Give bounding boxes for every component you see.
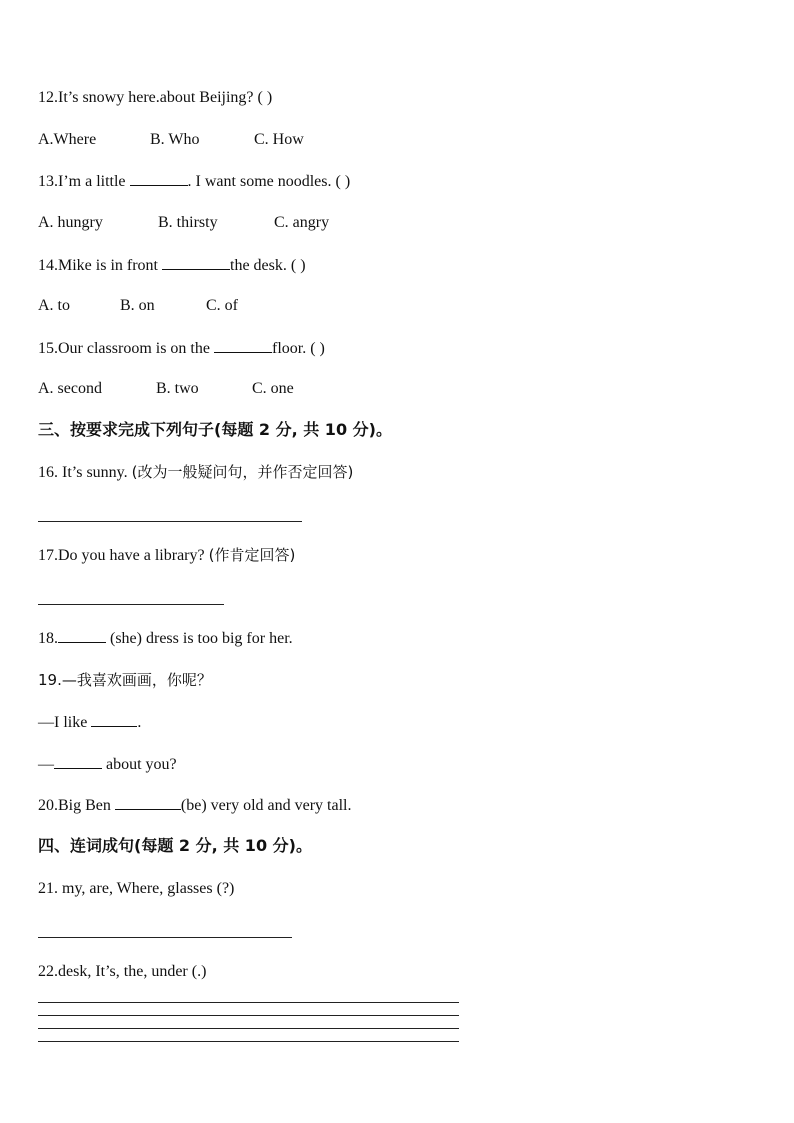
question-20-pre: 20.Big Ben [38, 797, 111, 814]
question-12-options [38, 130, 304, 150]
question-14 [38, 255, 306, 276]
option-c[interactable]: C. angry [274, 214, 330, 231]
option-b[interactable]: B. two [156, 380, 199, 397]
fill-blank[interactable] [54, 754, 102, 769]
fill-blank[interactable] [58, 628, 106, 643]
answer-line-22b[interactable] [38, 1015, 459, 1016]
option-b[interactable]: B. on [120, 297, 155, 314]
answer-paren: ( ) [335, 173, 351, 190]
question-12 [38, 88, 272, 108]
option-c[interactable]: C. How [254, 131, 304, 148]
answer-paren: ( ) [290, 257, 306, 274]
section-4-title: 四、连词成句(每题 2 分, 共 10 分)。 [38, 836, 312, 855]
question-15-stem-pre: 15.Our classroom is on the [38, 340, 210, 357]
section-3-title: 三、按要求完成下列句子(每题 2 分, 共 10 分)。 [38, 420, 392, 439]
option-a[interactable]: A.Where [38, 131, 97, 148]
fill-blank[interactable] [162, 255, 230, 270]
option-c[interactable]: C. of [206, 297, 238, 314]
fill-blank[interactable] [214, 338, 272, 353]
dialogue-line-1-pre: —I like [38, 714, 88, 731]
question-21: 21. my, are, Where, glasses (?) [38, 880, 235, 897]
question-15-options [38, 379, 294, 399]
question-12-stem: 12.It’s snowy here.about Beijing? [38, 89, 254, 106]
fill-blank[interactable] [115, 795, 181, 810]
fill-blank[interactable] [91, 712, 137, 727]
option-a[interactable]: A. to [38, 297, 70, 314]
question-16 [38, 462, 353, 483]
question-13-stem-post: . I want some noodles. [187, 173, 332, 190]
option-a[interactable]: A. hungry [38, 214, 103, 231]
answer-line-22a[interactable] [38, 1002, 459, 1003]
question-19-text: 19.—我喜欢画画，你呢？ [38, 671, 212, 689]
answer-paren: ( ) [257, 89, 273, 106]
question-14-stem-pre: 14.Mike is in front [38, 257, 158, 274]
question-22: 22.desk, It’s, the, under (.) [38, 963, 207, 980]
question-17-instruction: (作肯定回答) [208, 546, 296, 564]
question-18-sentence: (she) dress is too big for her. [110, 630, 293, 647]
question-19-stem [38, 670, 212, 691]
question-18-number: 18. [38, 630, 58, 647]
question-16-instruction: (改为一般疑问句，并作否定回答) [131, 463, 354, 481]
question-19-line-1 [38, 712, 141, 733]
option-a[interactable]: A. second [38, 380, 102, 397]
answer-line-17[interactable] [38, 604, 224, 605]
answer-line-21[interactable] [38, 937, 292, 938]
question-14-options [38, 296, 238, 316]
question-15-stem-post: floor. [271, 340, 307, 357]
question-14-stem-post: the desk. [230, 257, 287, 274]
question-20-post: (be) very old and very tall. [180, 797, 352, 814]
answer-line-22d[interactable] [38, 1041, 459, 1042]
dialogue-line-2-pre: — [38, 756, 54, 773]
answer-paren: ( ) [310, 340, 325, 357]
question-18 [38, 628, 293, 649]
option-b[interactable]: B. Who [150, 131, 200, 148]
question-17-sentence: 17.Do you have a library? [38, 547, 205, 564]
dialogue-line-2-post: about you? [106, 756, 177, 773]
answer-line-22c[interactable] [38, 1028, 459, 1029]
option-c[interactable]: C. one [252, 380, 294, 397]
question-13-options [38, 213, 329, 233]
question-13-stem-pre: 13.I’m a little [38, 173, 126, 190]
answer-line-16[interactable] [38, 521, 302, 522]
question-13 [38, 171, 350, 192]
question-17 [38, 545, 295, 566]
question-20 [38, 795, 352, 816]
option-b[interactable]: B. thirsty [158, 214, 218, 231]
fill-blank[interactable] [130, 171, 188, 186]
question-19-line-2 [38, 754, 177, 775]
question-15 [38, 338, 325, 359]
question-16-sentence: 16. It’s sunny. [38, 464, 128, 481]
dialogue-line-1-post: . [137, 714, 142, 731]
